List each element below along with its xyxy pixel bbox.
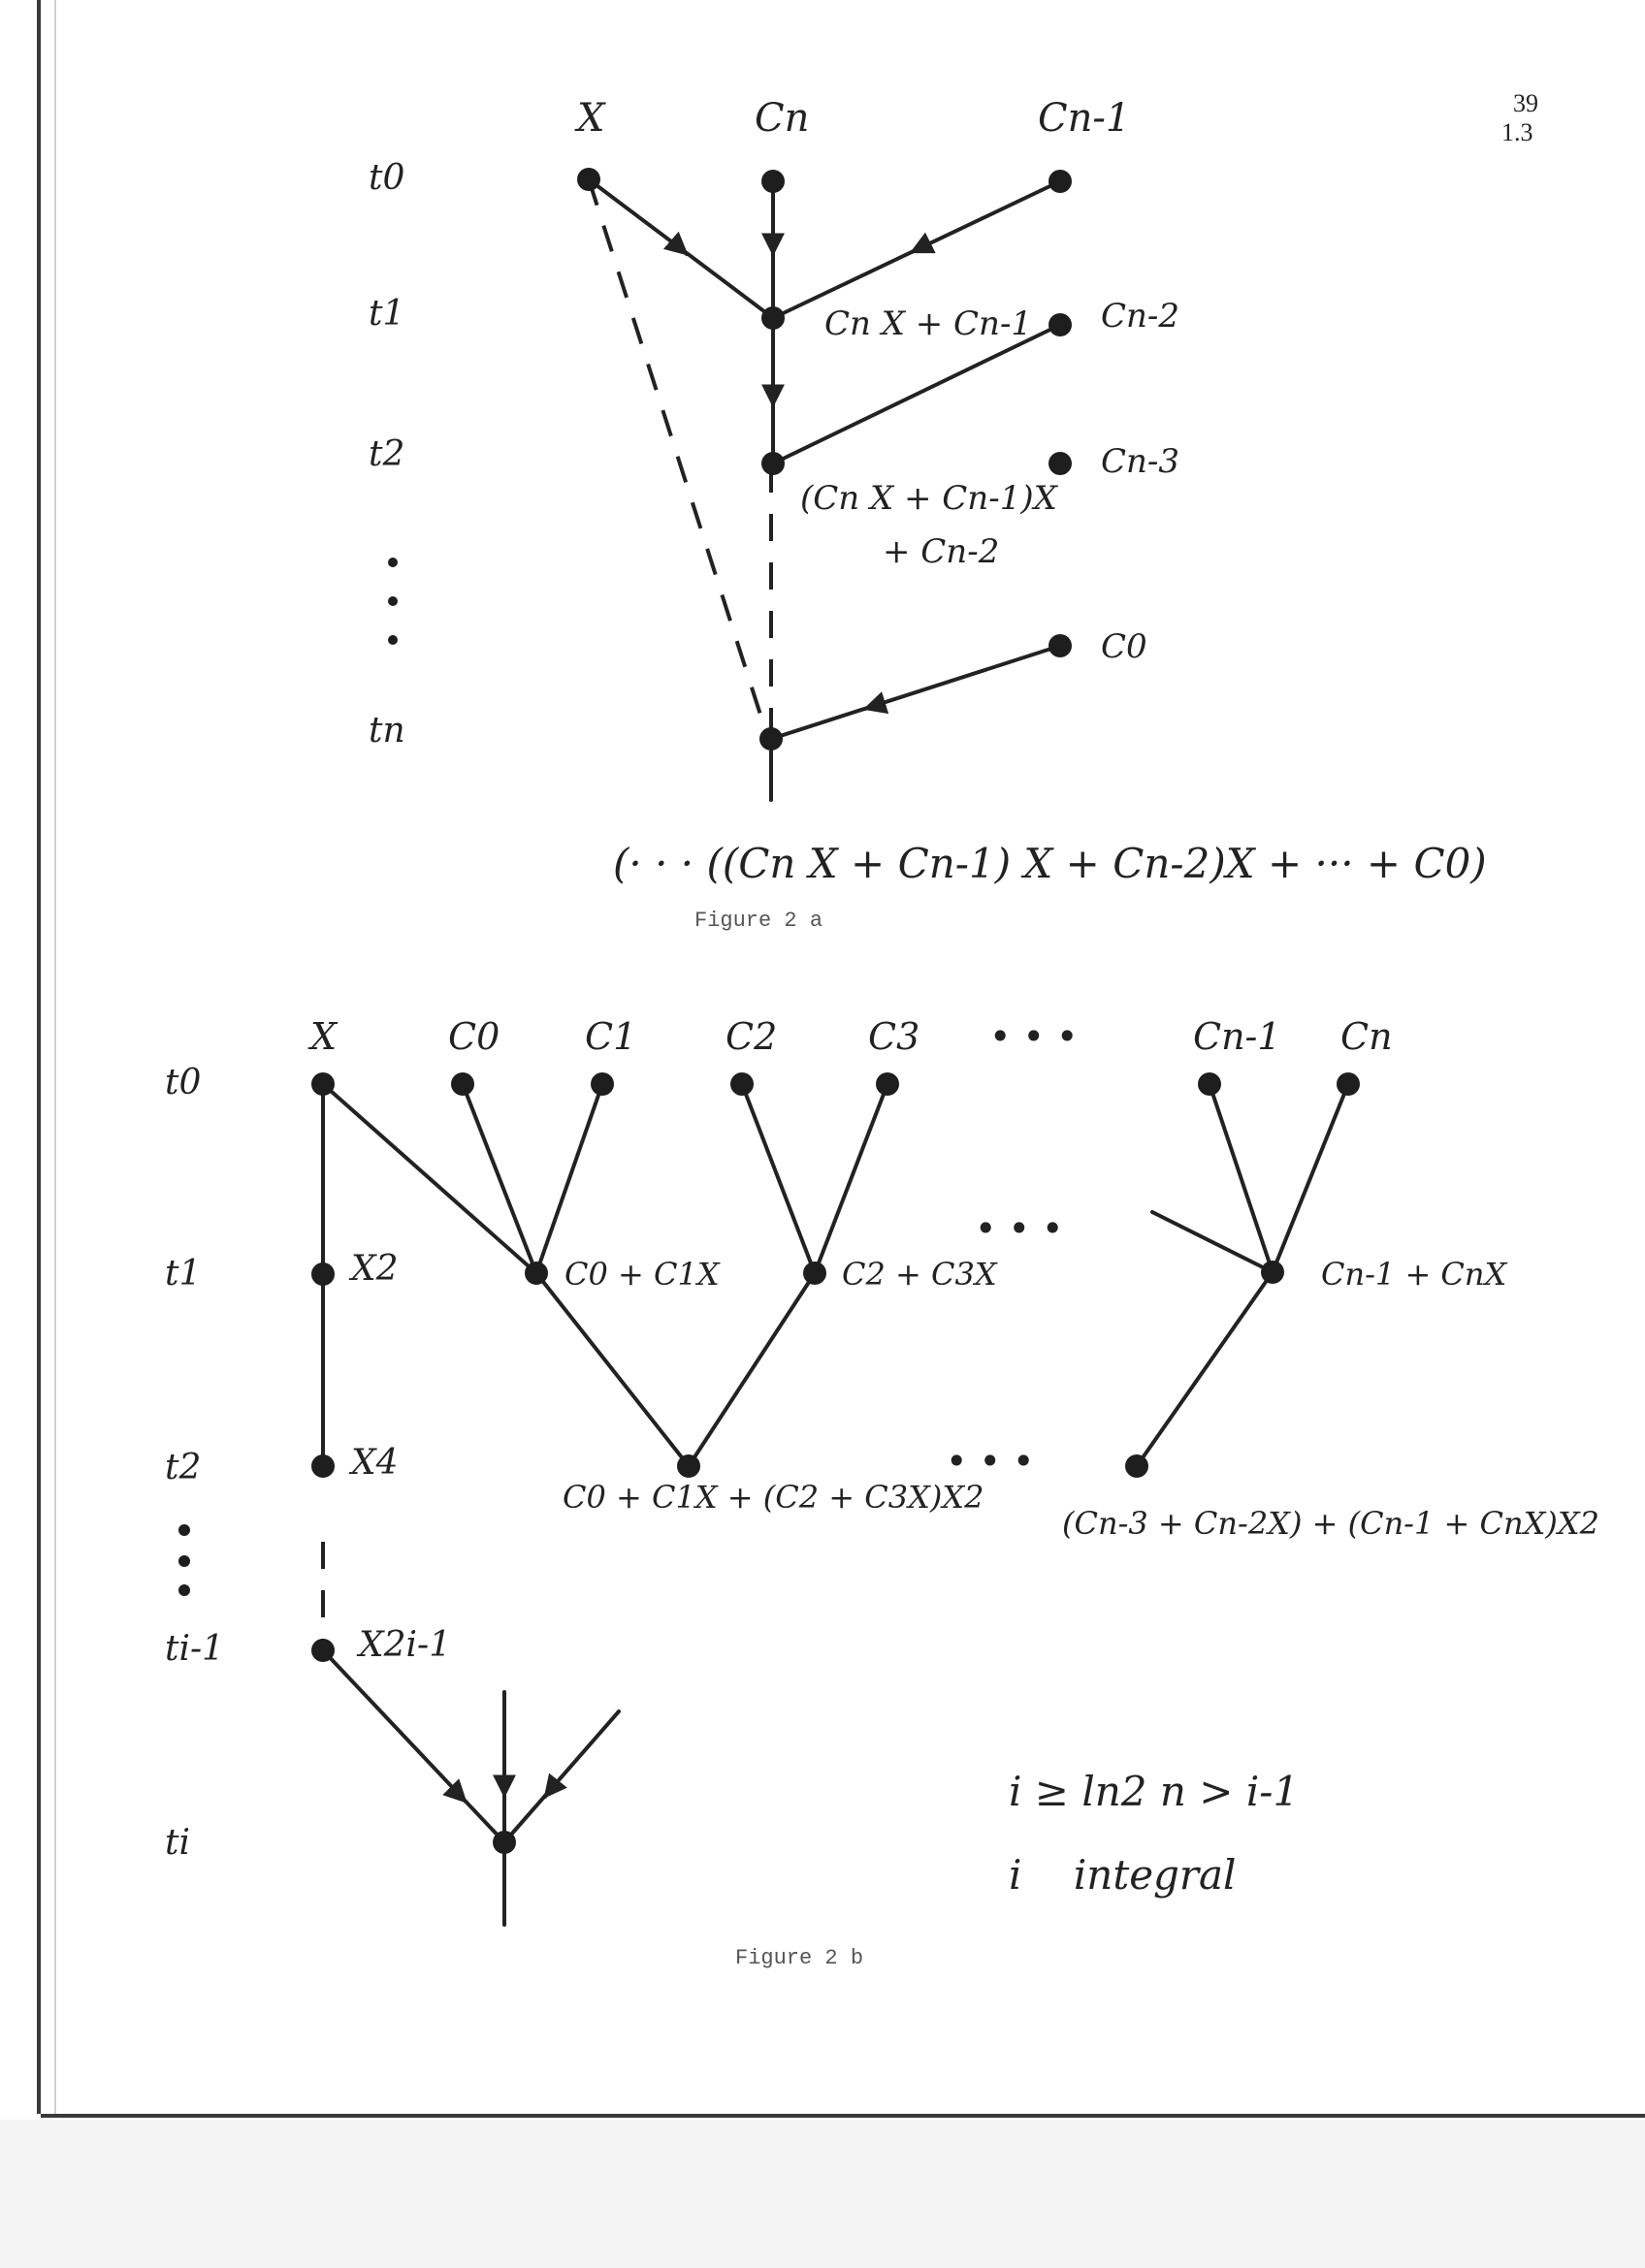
column-label-cn-1: Cn-1	[1038, 96, 1131, 141]
label-c0: C0	[1101, 627, 1147, 666]
time-label-t0: t0	[369, 158, 405, 198]
edge-ti-1-to-ti	[323, 1650, 504, 1842]
bottom-page-edge	[41, 2114, 1645, 2118]
left-binding-edge	[37, 0, 41, 2114]
edge-c1-to-c0c1	[536, 1084, 602, 1273]
ellipsis-dot	[388, 635, 398, 645]
node-x-t0-b	[311, 1072, 335, 1096]
ellipsis-t1: • • •	[975, 1207, 1064, 1250]
node-ti	[493, 1831, 516, 1854]
node-cn-t0-b	[1337, 1072, 1360, 1096]
label-cn-1cnx: Cn-1 + CnX	[1321, 1256, 1507, 1293]
edge-c3-to-c2c3	[815, 1084, 887, 1273]
node-x2	[311, 1262, 335, 1286]
figure-2a	[369, 96, 1487, 933]
time-label-t2: t2	[369, 434, 405, 474]
label-level2-left: C0 + C1X + (C2 + C3X)X2	[563, 1479, 984, 1516]
node-cn-t0	[761, 170, 785, 193]
node-x-t0	[577, 168, 600, 191]
time-label-t2-b: t2	[165, 1448, 202, 1487]
node-cn-3	[1048, 452, 1072, 475]
condition-1: i ≥ ln2 n > i-1	[1009, 1768, 1300, 1815]
node-x2i-1	[311, 1639, 335, 1662]
ellipsis-dot	[178, 1555, 190, 1567]
edge-cn-2-to-t2	[773, 325, 1060, 463]
result-expression-a: (· · · ((Cn X + Cn-1) X + Cn-2)X + ··· + C0)	[613, 840, 1487, 887]
label-c2c3x: C2 + C3X	[842, 1256, 997, 1293]
column-label-c0-b: C0	[448, 1015, 500, 1058]
edge-c2c3-to-l2	[689, 1273, 815, 1466]
figure-2a-caption: Figure 2 a	[694, 909, 823, 933]
label-c0c1x: C0 + C1X	[564, 1256, 720, 1293]
column-label-cn-1-b: Cn-1	[1193, 1015, 1281, 1058]
left-binding-edge-light	[54, 0, 56, 2114]
node-c0c1x	[525, 1262, 548, 1285]
label-t1-value: Cn X + Cn-1	[824, 304, 1033, 343]
ellipsis-dot	[178, 1524, 190, 1536]
time-label-tn: tn	[369, 711, 405, 751]
column-label-c2-b: C2	[726, 1015, 778, 1058]
column-label-x-b: X	[310, 1015, 338, 1058]
label-x2i-1: X2i-1	[359, 1625, 452, 1665]
node-c0	[1048, 634, 1072, 657]
label-x2: X2	[351, 1249, 399, 1289]
time-label-t1: t1	[369, 294, 405, 334]
edge-c0-to-c0c1	[463, 1084, 536, 1273]
ellipsis-dot	[388, 596, 398, 606]
node-c2c3x	[803, 1262, 826, 1285]
column-label-x: X	[577, 96, 605, 141]
node-level2-right	[1125, 1454, 1148, 1478]
node-cn-1-t0	[1048, 170, 1072, 193]
edge-c2-to-c2c3	[742, 1084, 815, 1273]
node-tn	[759, 727, 783, 751]
arrow-c0	[865, 705, 878, 709]
edge-x-to-c0c1	[323, 1084, 536, 1273]
node-t1	[761, 306, 785, 330]
figure-2b	[165, 1015, 1599, 1970]
time-label-t0-b: t0	[165, 1063, 202, 1102]
time-label-ti-1: ti-1	[165, 1629, 225, 1669]
time-label-t1-b: t1	[165, 1254, 202, 1294]
edge-cn-to-node	[1273, 1084, 1348, 1272]
page-number: 39	[1513, 89, 1538, 117]
edge-c0-to-tn	[771, 646, 1060, 739]
ellipsis-top: • • •	[989, 1015, 1079, 1058]
node-t2	[761, 452, 785, 475]
column-label-cn: Cn	[755, 96, 810, 141]
time-label-ti: ti	[165, 1823, 190, 1863]
edge-right-to-ti	[504, 1711, 619, 1842]
node-c3-t0-b	[876, 1072, 899, 1096]
bottom-margin-shade	[0, 2120, 1645, 2268]
label-cn-3: Cn-3	[1101, 442, 1180, 481]
arrow-cn-1	[912, 247, 921, 252]
label-t2-value-1: (Cn X + Cn-1)X	[800, 479, 1057, 518]
ellipsis-dot	[388, 558, 398, 567]
edge-cnnode-to-l2	[1137, 1272, 1273, 1466]
node-cn-2	[1048, 313, 1072, 336]
label-t2-value-2: + Cn-2	[883, 532, 1000, 571]
ellipsis-t2: • • •	[946, 1440, 1035, 1483]
column-label-cn-b: Cn	[1340, 1015, 1393, 1058]
node-c0-t0-b	[451, 1072, 474, 1096]
node-c1-t0-b	[591, 1072, 614, 1096]
figure-2b-caption: Figure 2 b	[735, 1946, 864, 1970]
section-number: 1.3	[1501, 118, 1533, 146]
edge-x-to-tn-dashed	[589, 179, 768, 739]
node-c2-t0-b	[730, 1072, 754, 1096]
label-level2-right: (Cn-3 + Cn-2X) + (Cn-1 + CnX)X2	[1062, 1505, 1599, 1542]
node-cn-1cnx	[1261, 1261, 1284, 1284]
label-x4: X4	[351, 1443, 399, 1483]
edge-c0c1-to-l2	[536, 1273, 689, 1466]
node-cn-1-t0-b	[1198, 1072, 1221, 1096]
ellipsis-dot	[178, 1584, 190, 1596]
node-level2-left	[677, 1454, 700, 1478]
condition-2: i integral	[1009, 1851, 1237, 1899]
label-cn-2: Cn-2	[1101, 297, 1180, 335]
column-label-c1-b: C1	[585, 1015, 637, 1058]
column-label-c3-b: C3	[868, 1015, 920, 1058]
arrow-x-t1	[679, 247, 687, 254]
node-x4	[311, 1454, 335, 1478]
